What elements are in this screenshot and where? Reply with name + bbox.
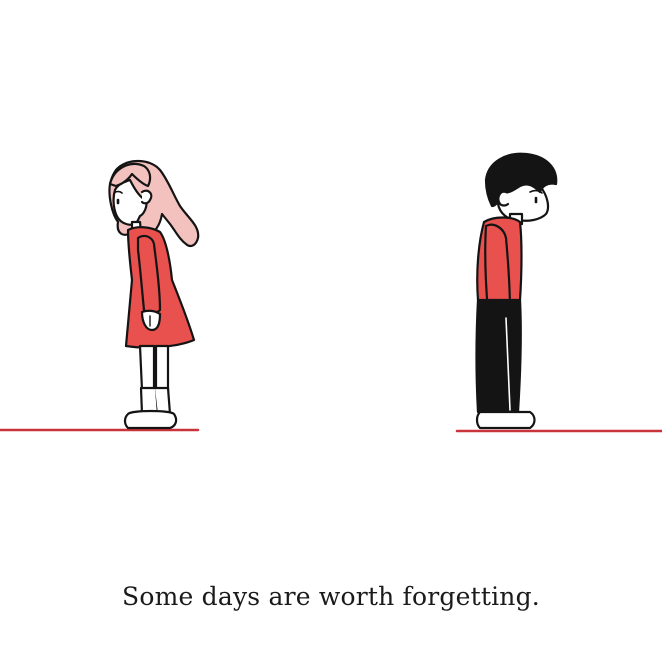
caption-text: Some days are worth forgetting.: [122, 582, 540, 611]
girl-ear: [142, 191, 151, 204]
boy-figure: [477, 154, 557, 428]
girl-shoes: [125, 411, 176, 428]
girl-dress: [126, 227, 194, 347]
girl-leg-front: [140, 346, 154, 390]
girl-figure: [109, 161, 198, 428]
boy-pants: [477, 300, 521, 412]
boy-shoes: [477, 412, 535, 428]
